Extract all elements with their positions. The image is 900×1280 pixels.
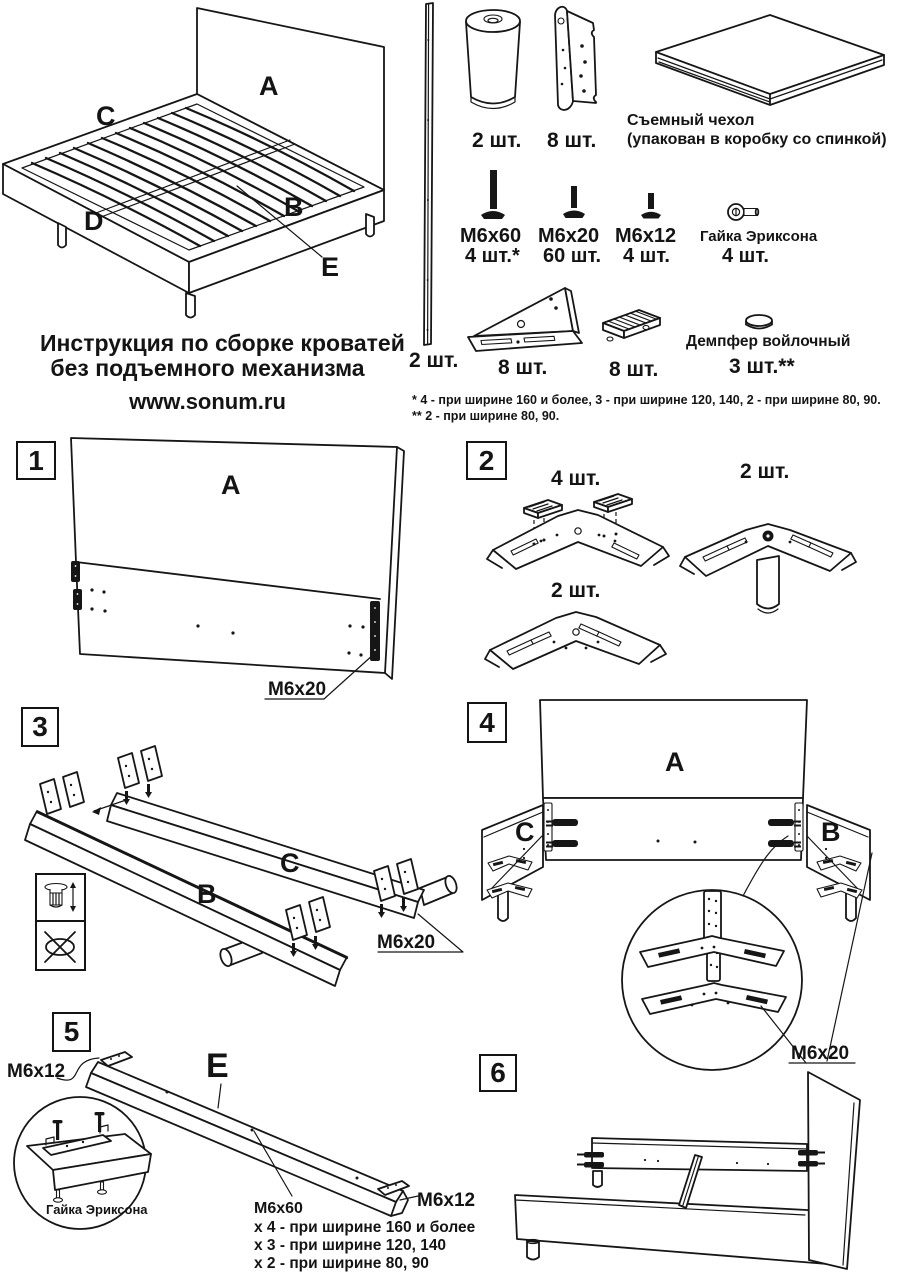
step-2-number: 2 (466, 441, 507, 480)
step-3-label-c: C (280, 848, 300, 878)
bolt-m6x60-qty: 4 шт.* (465, 245, 520, 267)
step-5-bolt-name: M6x60 (254, 1200, 303, 1217)
website-text: www.sonum.ru (129, 389, 286, 414)
overview-label-e: E (321, 252, 340, 282)
cover-drawing (648, 10, 890, 122)
bolt-m6x12-qty: 4 шт. (623, 245, 670, 267)
felt-damper-qty: 3 шт.** (729, 355, 795, 378)
bolt-m6x20-name: M6x20 (538, 225, 600, 247)
step-6-number: 6 (479, 1054, 517, 1092)
angle-bracket-drawing (548, 2, 604, 117)
angle-bracket-qty: 8 шт. (547, 129, 597, 152)
step-5-nut-name: Гайка Эриксона (46, 1202, 148, 1217)
leg-drawing (465, 6, 525, 118)
step-5-bolt-opt1: x 4 - при ширине 160 и более (254, 1219, 476, 1236)
erikson-nut-icon (727, 202, 761, 222)
step-3-label-b: B (197, 879, 217, 909)
overview-label-b: B (284, 192, 304, 222)
step-1-fastener: M6x20 (268, 679, 327, 700)
step-6-frame-drawing (500, 1068, 890, 1280)
step-2-qty-bottom: 2 шт. (551, 579, 601, 602)
step-5-bolt-opt2: x 3 - при ширине 120, 140 (254, 1237, 447, 1254)
step-2-qty-top: 4 шт. (551, 467, 601, 490)
footnote-2: ** 2 - при ширине 80, 90. (412, 409, 560, 423)
step-3-fastener: M6x20 (377, 932, 436, 953)
slat-holder-drawing (596, 306, 666, 350)
bolt-m6x20-qty: 60 шт. (543, 245, 602, 267)
erikson-nut-name: Гайка Эриксона (700, 228, 818, 245)
step-4-number: 4 (467, 702, 507, 743)
bolt-m6x60-icon (480, 170, 506, 222)
step-3-rails-drawing (22, 738, 467, 1008)
bolt-m6x12-icon (640, 193, 662, 223)
step-5-bolt-opt3: x 2 - при ширине 80, 90 (254, 1255, 429, 1272)
step-3-number: 3 (21, 707, 59, 747)
no-gap-prohibition-icon (35, 920, 86, 971)
step-2-brackets-drawing (478, 452, 898, 702)
step-4-label-b: B (821, 817, 841, 847)
footnote-1: * 4 - при ширине 160 и более, 3 - при ширине 120, 140, 2 - при ширине 80, 90. (412, 393, 881, 407)
doc-title-line1: Инструкция по сборке кроватей (40, 330, 405, 356)
overview-bed-drawing (0, 0, 412, 322)
corner-bracket-qty: 8 шт. (498, 356, 548, 379)
cover-note: (упакован в коробку со спинкой) (627, 131, 887, 148)
slat-holder-qty: 8 шт. (609, 358, 659, 381)
step-5-fastener-right: M6x12 (417, 1190, 476, 1211)
felt-damper-icon (744, 313, 778, 333)
doc-title-line2: без подъемного механизма (50, 355, 365, 381)
step-4-label-a: A (665, 747, 685, 777)
step-2-qty-right: 2 шт. (740, 460, 790, 483)
step-4-label-c: C (515, 817, 535, 847)
bolt-m6x20-icon (562, 186, 586, 222)
step-1-label-a: A (221, 470, 241, 500)
slat-qty: 2 шт. (409, 349, 459, 372)
bolt-m6x12-name: M6x12 (615, 225, 677, 247)
cover-name: Съемный чехол (627, 112, 755, 129)
step-4-fastener: M6x20 (791, 1043, 850, 1064)
erikson-nut-qty: 4 шт. (722, 245, 769, 267)
slat-strip-drawing (416, 0, 442, 352)
step-5-label-e: E (206, 1047, 229, 1085)
bolt-m6x60-name: M6x60 (460, 225, 522, 247)
felt-damper-name: Демпфер войлочный (686, 333, 851, 350)
step-1-number: 1 (16, 441, 56, 480)
leg-qty: 2 шт. (472, 129, 522, 152)
step-5-fastener-left: M6x12 (7, 1061, 66, 1082)
corner-bracket-drawing (464, 278, 614, 354)
overview-label-c: C (96, 101, 116, 131)
step-5-number: 5 (52, 1012, 91, 1052)
screw-leg-fully-icon (35, 873, 86, 924)
step-1-headboard-drawing (58, 432, 428, 702)
overview-label-d: D (84, 206, 104, 236)
overview-label-a: A (259, 71, 279, 101)
